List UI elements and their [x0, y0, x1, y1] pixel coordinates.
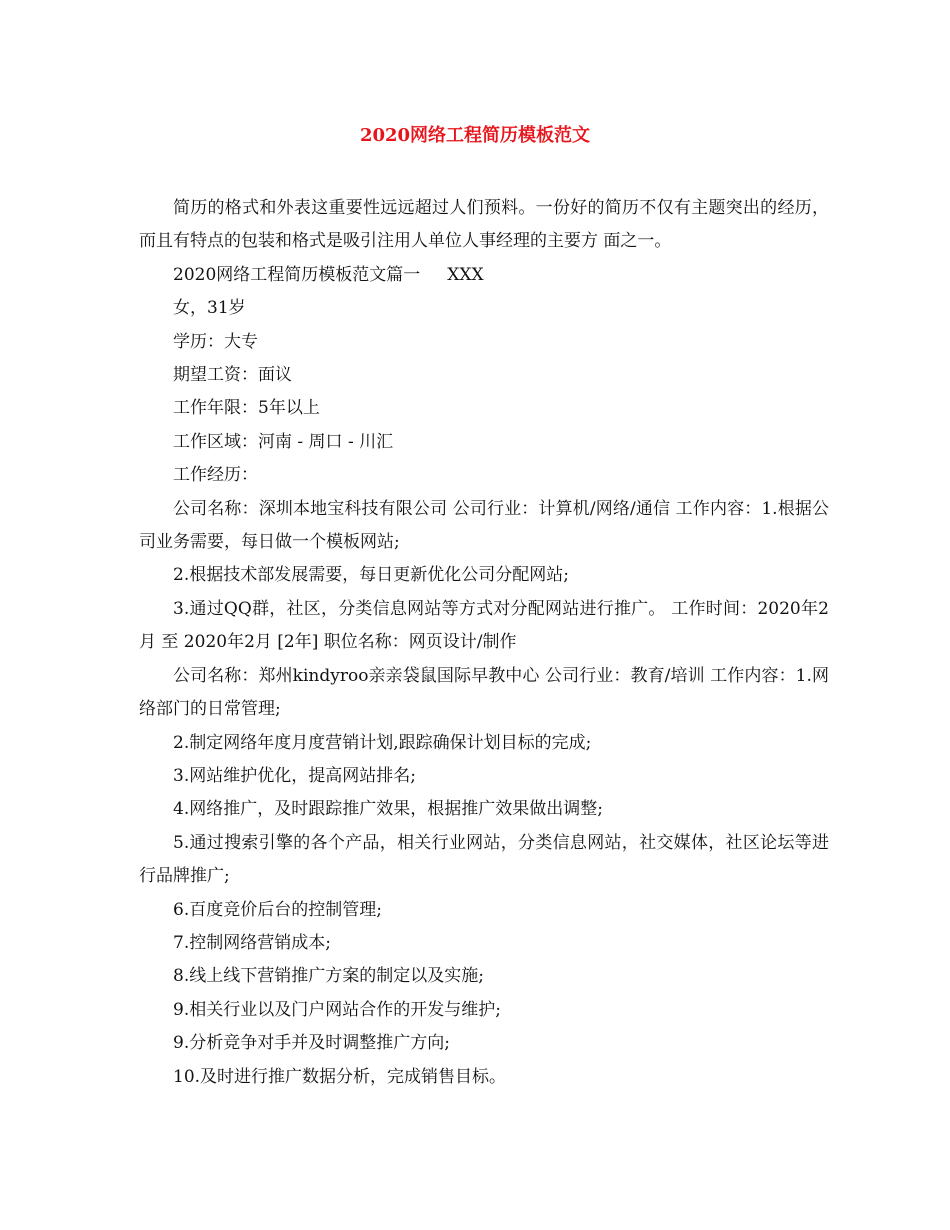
company-1-info: 公司名称：深圳本地宝科技有限公司 公司行业：计算机/网络/通信 工作内容：1.根据公司业务需要，每日做一个模板网站; — [139, 498, 829, 553]
document-body — [139, 192, 829, 1094]
company-2-duty-9b: 9.分析竞争对手并及时调整推广方向; — [173, 1033, 450, 1054]
company-2-duty-10: 10.及时进行推广数据分析，完成销售目标。 — [173, 1066, 507, 1087]
company-2-duty-6: 6.百度竞价后台的控制管理; — [173, 899, 382, 920]
resume-heading: 2020网络工程简历模板范文篇一 XXX — [173, 264, 484, 285]
document-title: 2020网络工程简历模板范文 — [359, 125, 591, 146]
company-2-duty-4: 4.网络推广，及时跟踪推广效果，根据推广效果做出调整; — [173, 799, 603, 820]
company-1-duty-2: 2.根据技术部发展需要，每日更新优化公司分配网站; — [173, 565, 569, 586]
company-2-duty-7: 7.控制网络营销成本; — [173, 932, 331, 953]
intro-paragraph: 简历的格式和外表这重要性远远超过人们预料。一份好的简历不仅有主题突出的经历，而且有特点的包装和格式是吸引注用人单位人事经理的主要方 面之一。 — [139, 198, 829, 252]
company-2-duty-2: 2.制定网络年度月度营销计划,跟踪确保计划目标的完成; — [173, 732, 592, 753]
company-2-duty-5: 5.通过搜索引擎的各个产品，相关行业网站，分类信息网站，社交媒体，社区论坛等进行品牌推广; — [139, 832, 829, 887]
expected-salary: 期望工资：面议 — [173, 365, 292, 386]
company-1-duty-3: 3.通过QQ群，社区，分类信息网站等方式对分配网站进行推广。 工作时间：2020年2月 至 2020年2月 [2年] 职位名称：网页设计/制作 — [139, 598, 829, 653]
gender-age: 女，31岁 — [173, 298, 246, 319]
company-2-duty-3: 3.网站维护优化，提高网站排名; — [173, 765, 416, 786]
education: 学历：大专 — [173, 331, 258, 352]
company-2-duty-9a: 9.相关行业以及门户网站合作的开发与维护; — [173, 999, 501, 1020]
company-2-duty-8: 8.线上线下营销推广方案的制定以及实施; — [173, 966, 484, 987]
work-years: 工作年限：5年以上 — [173, 398, 320, 419]
work-region: 工作区域：河南 - 周口 - 川汇 — [173, 431, 394, 452]
company-2-info: 公司名称：郑州kindyroo亲亲袋鼠国际早教中心 公司行业：教育/培训 工作内容：1.网络部门的日常管理; — [139, 665, 829, 720]
work-experience-heading: 工作经历： — [173, 465, 258, 486]
